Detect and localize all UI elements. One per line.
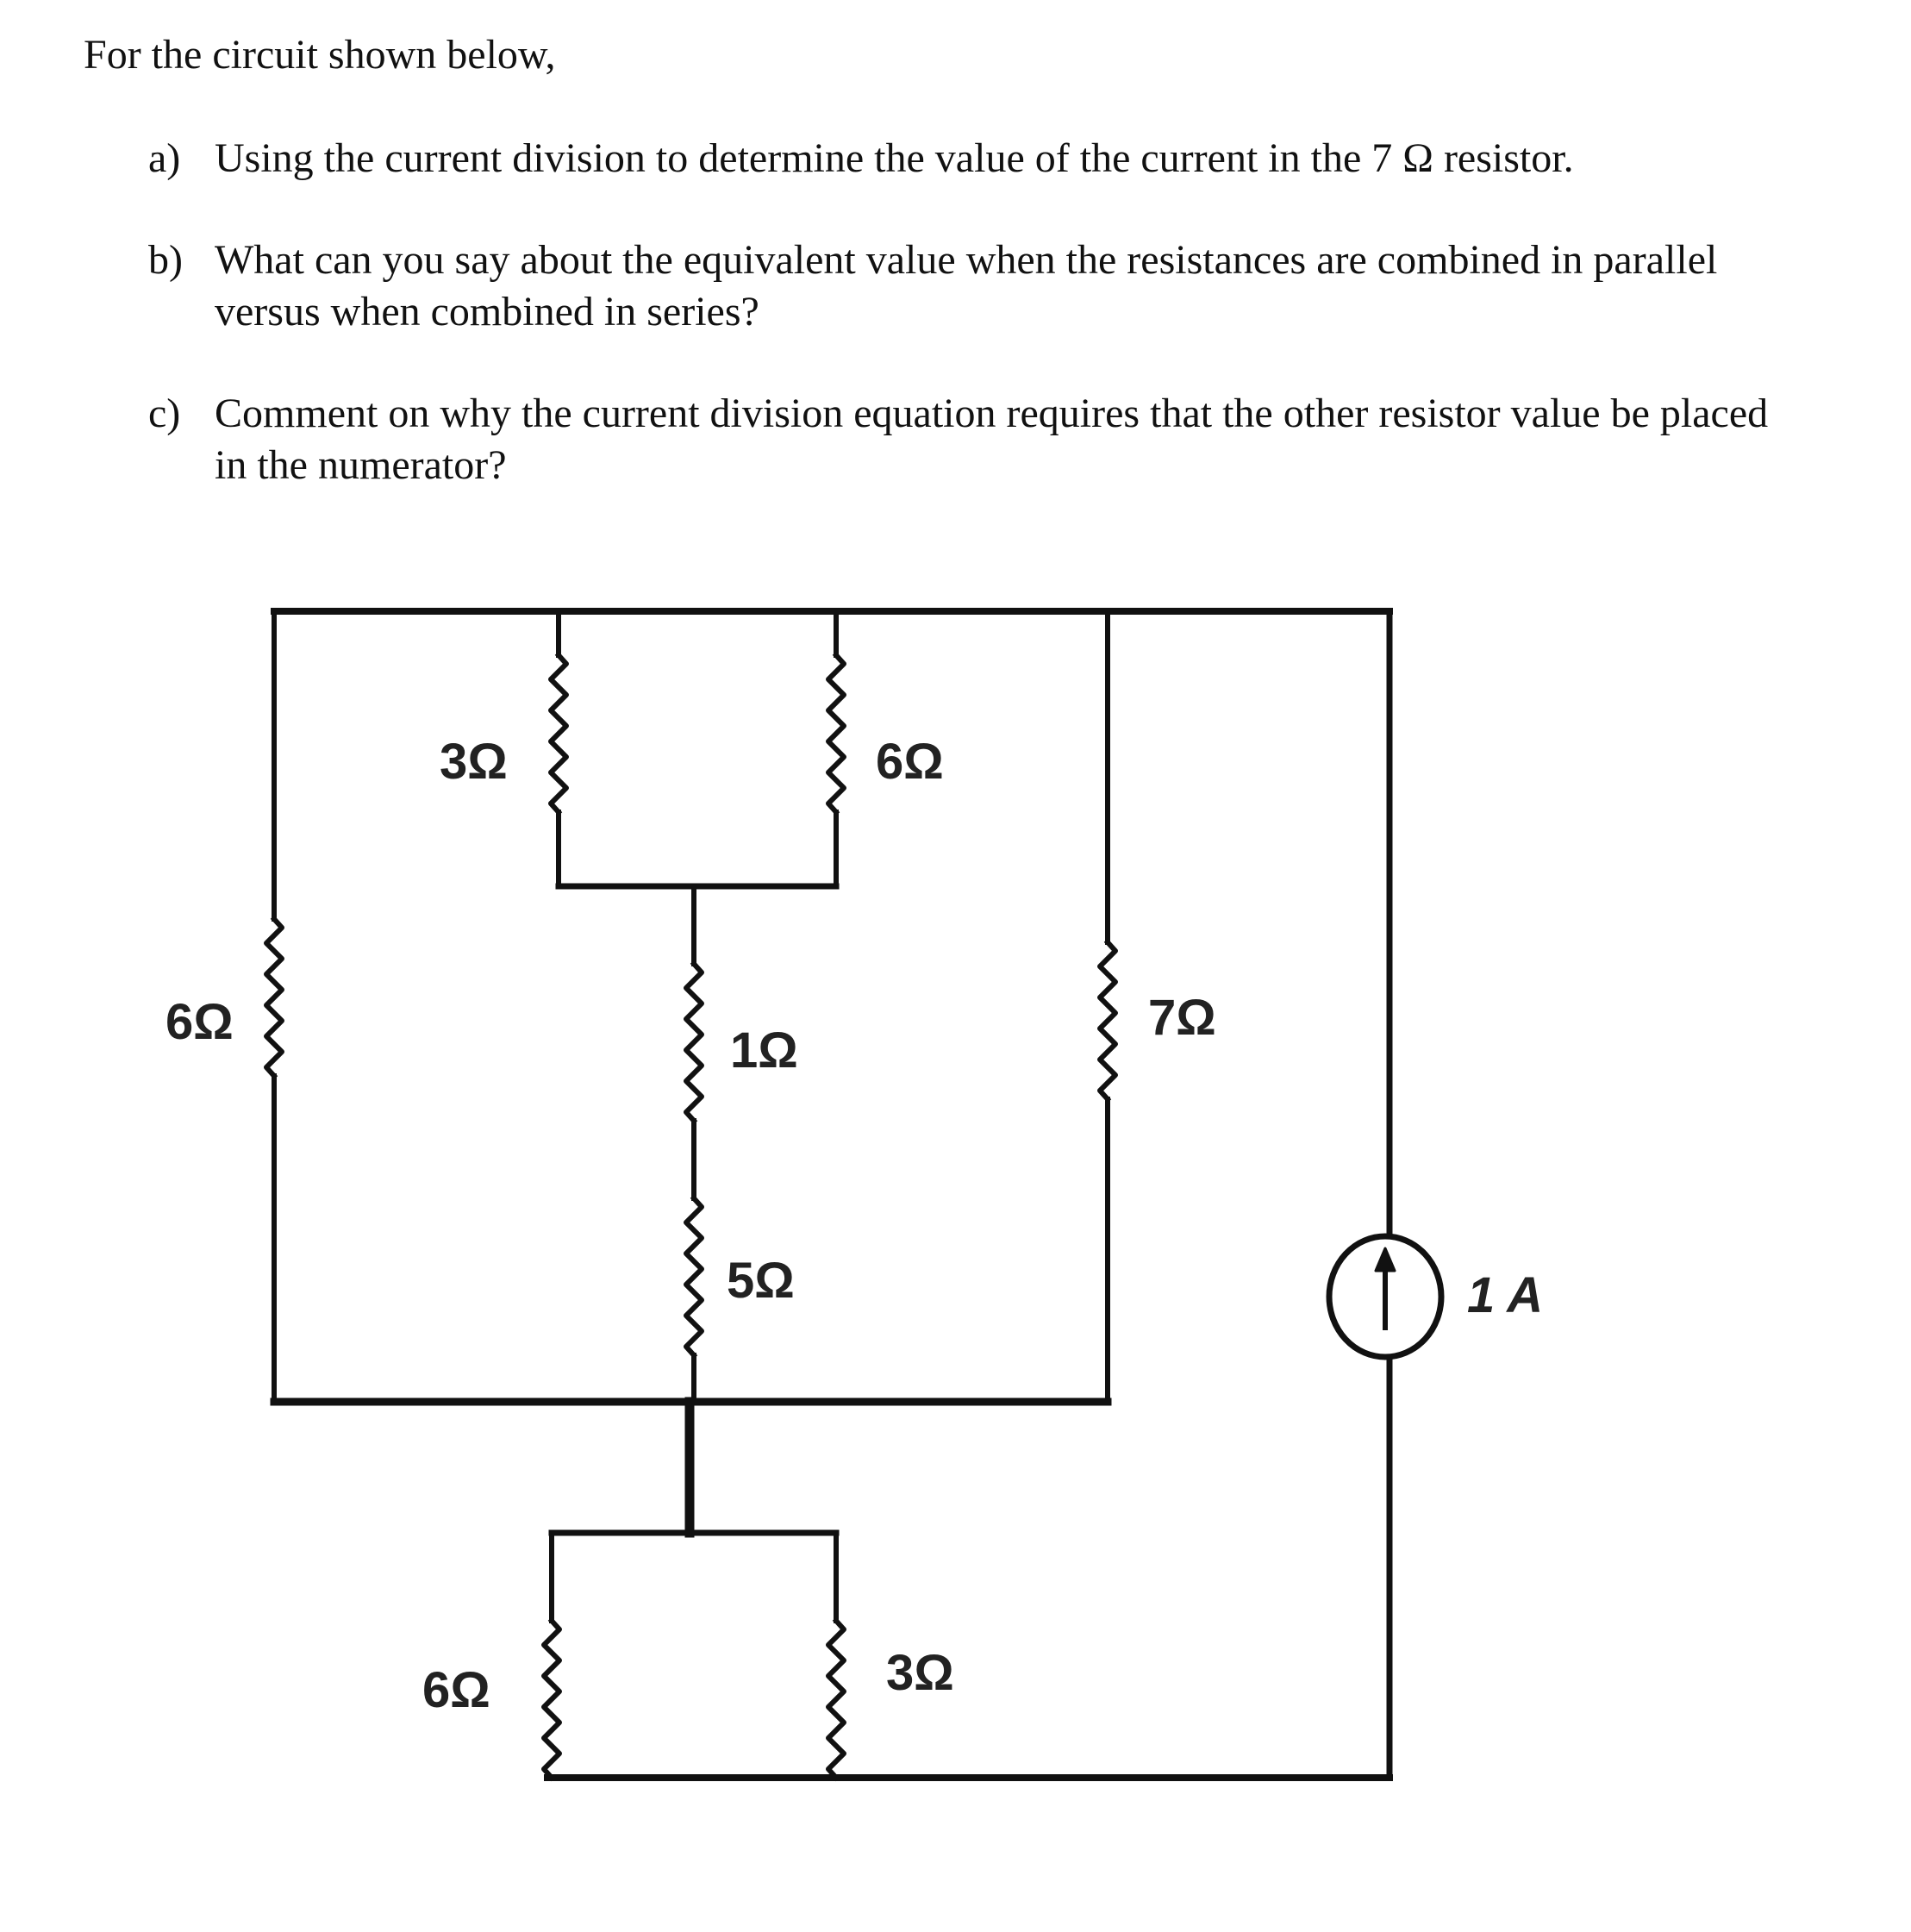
- resistor-label-bottom-right: 3Ω: [886, 1645, 954, 1701]
- question-text: Comment on why the current division equation requires that the other resistor value be placed in the numerator?: [215, 391, 1769, 488]
- resistor-symbol: [686, 1198, 702, 1355]
- problem-intro: For the circuit shown below,: [84, 32, 556, 78]
- resistor-symbol: [686, 964, 702, 1121]
- resistor-label-left: 6Ω: [165, 994, 234, 1050]
- resistor-symbol: [551, 655, 566, 812]
- resistor-symbol: [544, 1621, 559, 1778]
- resistor-label-top-right: 6Ω: [876, 734, 944, 790]
- question-label: a): [148, 135, 181, 181]
- resistor-label-bottom-left: 6Ω: [422, 1662, 490, 1718]
- resistor-label-middle-lower: 5Ω: [727, 1253, 795, 1309]
- question-label: c): [148, 391, 181, 436]
- resistor-symbol: [828, 1621, 844, 1778]
- resistor-symbol: [1100, 942, 1115, 1099]
- resistor-label-top-left: 3Ω: [440, 734, 508, 790]
- question-text: What can you say about the equivalent value when the resistances are combined in parallel versus when combined in series?: [215, 237, 1718, 335]
- resistor-label-right: 7Ω: [1148, 990, 1216, 1046]
- resistor-label-middle-upper: 1Ω: [730, 1022, 798, 1079]
- resistor-symbol: [828, 655, 844, 812]
- current-source-label: 1 A: [1467, 1267, 1544, 1323]
- question-label: b): [148, 237, 183, 283]
- resistor-symbol: [266, 919, 282, 1076]
- arrow-head: [1376, 1248, 1395, 1271]
- question-text: Using the current division to determine the value of the current in the 7 Ω resistor.: [215, 135, 1574, 181]
